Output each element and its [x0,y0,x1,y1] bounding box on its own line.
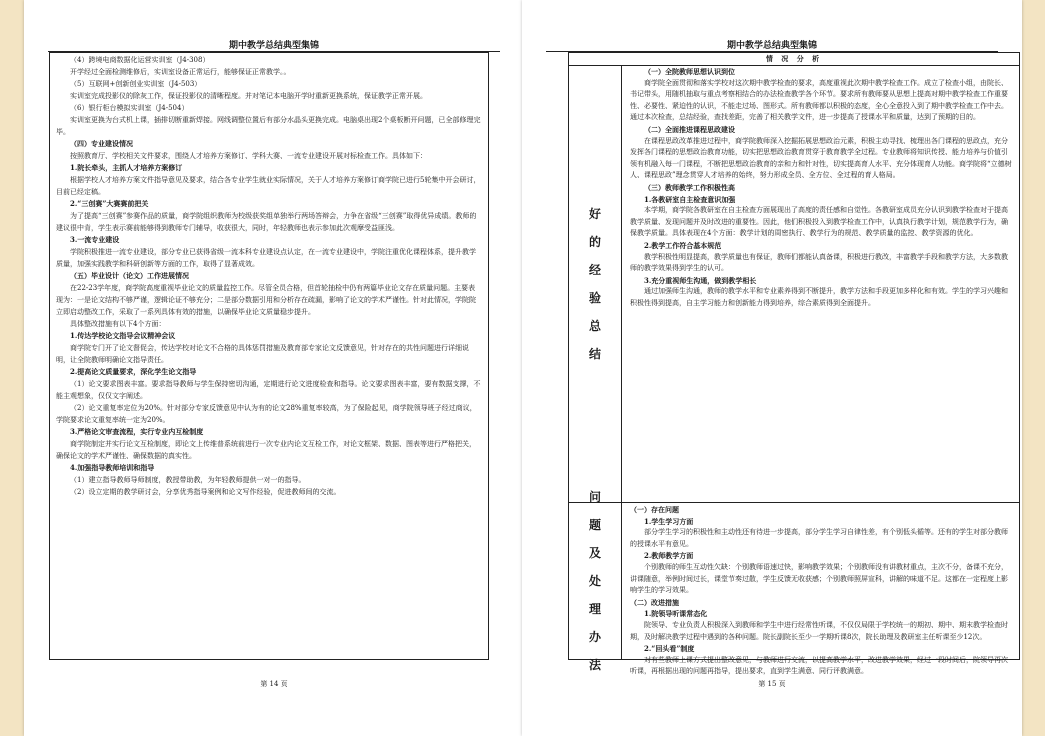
heading: （五）毕业设计（论文）工作进展情况 [70,271,189,280]
heading: （二）改进措施 [630,597,679,607]
section-label-char: 问 [588,490,601,504]
heading: （一）存在问题 [630,505,679,514]
paragraph: （5）互联网+创新创业实训室（J4-503） [70,80,202,88]
analysis-table [568,52,1020,676]
paragraph: 为了提高“三创赛”参赛作品的质量，商学院组织教师为校级获奖组单独举行两场答辩会，力争在省级“三创赛”取得优异成绩。教师的建议很中肯，学生表示赛前能够得到教师专门辅导，收获很大，同时，年轻教师也表示参加此次观摩受益匪浅。 [56,212,477,232]
section-label-char: 办 [588,630,601,644]
paragraph: 实训室更换为台式机上课，插排切断重新焊接。网线调整位置后有部分水晶头更换完成。电脑桌出现2个桌板断开问题，已全部修理完毕。 [56,116,481,136]
section-label-char: 处 [588,574,601,588]
paragraph: 实训室完成投影仪的除灰工作，保证投影仪的清晰程度。并对笔记本电脑开学时重新更换系统，保证教学正常开展。 [70,92,427,100]
heading: 2.“回头看”制度 [644,644,695,654]
table-header: 情 况 分 析 [569,53,1019,66]
heading: 2.教师教学方面 [644,551,694,561]
paragraph: 商学院全面贯彻和落实学校对这次期中教学检查的要求，高度重视此次期中教学检查工作。成立了检查小组，由院长、书记带头，用随机抽取与重点考察相结合的办法检查教学各个环节。要求所有教师要从思想上提高对期中教学检查工作重要性、必要性、紧迫性的认识，不能走过场、图形式。所有教师都以积极的态度，全心全意投入到了期中教学检查工作中去。通过本次检查，总结经验，查找差距，完善了相关教学文件，进一步提高了授课水平和质量，达到了预期的目的。 [630,78,1008,122]
page-footer: 第 15 页 [758,680,786,688]
heading: 4.加强指导教师培训和指导 [70,463,155,472]
paragraph: 在22-23学年度，商学院高度重视毕业论文的质量监控工作。尽管全员合格，但首轮抽检中仍有两篇毕业论文存在质量问题。主要表现为：一是论文结构不够严谨，逻辑论证不够充分；二是部分数据引用和分析存在疏漏，影响了论文的学术严谨性。针对此情况，学院院立即启动整改工作，采取了一系列具体有效的措施，以确保毕业论文质量稳步提升。 [56,284,476,316]
section-label-char: 验 [588,290,601,305]
heading: 3.严格论文审查流程，实行专业内互检制度 [70,427,204,436]
section-label [569,65,622,502]
paragraph: 个别教师的师生互动性欠缺：个别教师语速过快，影响教学效果；个别教师没有讲教材重点，主次不分，备课不充分，讲课随意，举例时间过长，课堂节奏过散，学生反馈无收获感；个别教师照屏宣科，讲解的味道不足。这都在一定程度上影响学生的学习效果。 [630,562,1008,595]
heading: 3.一流专业建设 [70,235,120,244]
paragraph: 院领导、专业负责人积极深入到教师和学生中进行经常性听课，不仅仅局限于学校统一的期初、期中、期末教学检查时期，及时解决教学过程中遇到的各种问题。院长副院长至少一学期听课8次，院长助理及教研室主任听课至少12次。 [630,620,1008,641]
heading: 1.各教研室自主检查意识加强 [644,194,736,204]
section-problems-solutions [569,490,1019,676]
heading: （四）专业建设情况 [70,139,133,148]
section-label-char: 法 [588,658,601,672]
paragraph: 具体整改措施有以下4个方面： [70,320,166,328]
section-label-char: 及 [588,546,601,560]
page-header: 期中教学总结典型集锦 [228,41,319,51]
heading: 3.充分重视师生沟通，做到教学相长 [644,275,757,285]
paragraph: （1）论文要求图表丰富。要求指导教师与学生保持密切沟通，定期进行论文进度检查和指导。论文要求图表丰富，要有数据支撑，不能主观想象，仅仅文字阐述。 [56,380,481,400]
heading: （二）全面推进课程思政建设 [644,124,735,134]
paragraph: 教学积极性明显提高，教学质量也有保证，教师们都能认真备课，积极进行教改，丰富教学手段和教学方法，大多数教师的教学效果得到学生的认可。 [630,252,1008,273]
paragraph: 在课程思政改革推进过程中，商学院教师深入挖掘拓展思想政治元素，积极主动寻找、梳理出各门课程的思政点，充分发挥各门课程的思想政治教育功能，切实把思想政治教育贯穿于教育教学全过程。专业教师将知识传授、能力培养与价值引领有机融入每一门课程，不断把思想政治教育的亲和力和针对性，切实提高育人水平、充分体现育人功能。商学院将“立德树人、课程思政”理念贯穿人才培养的始终，努力形成全员、全方位、全过程的育人格局。 [630,136,1012,180]
section-label-char: 题 [588,518,601,532]
heading: 2.提高论文质量要求，深化学生论文指导 [70,367,197,376]
section-body [622,503,1019,676]
paragraph: 商学院专门开了论文督促会，传达学校对论文不合格的具体惩罚措施及教育部专家论文反馈意见，针对存在的共性问题进行详细说明，让全院教师明确论文指导责任。 [56,344,469,364]
section-label-char: 好 [588,206,601,221]
section-good-experience [569,65,1019,503]
paragraph: 通过加强师生沟通，教师的教学水平和专业素养得到不断提升，教学方法和手段更加多样化和有效。学生的学习兴趣和积极性得到提高，自主学习能力和创新能力得到培养，综合素质得到全面提升。 [630,287,1008,307]
section-label-char: 总 [588,318,601,333]
page-header: 期中教学总结典型集锦 [726,41,817,51]
paragraph: 商学院制定并实行论文互检制度，即论文上传维普系统前进行一次专业内论文互检工作，对论文框架、数据、图表等进行严格把关，确保论文的学术严谨性、确保数据的真实性。 [56,440,476,460]
paragraph: （2）设立定期的教学研讨会，分享优秀指导案例和论文写作经验，促进教师间的交流。 [70,488,341,496]
paragraph: 根据学校人才培养方案文件指导意见及要求，结合各专业学生就业实际情况，关于人才培养方案修订商学院已进行5轮集中开会研讨，目前已经定稿。 [56,176,481,196]
paragraph: 学院积极推进一流专业建设，部分专业已获得省级一流本科专业建设点认定，在一流专业建设中，学院注重优化课程体系，提升教学质量，加强实践教学和科研创新等方面的工作，取得了显著成效。 [56,248,476,268]
heading: 1.传达学校论文指导会议精神会议 [70,331,176,340]
heading: 2.“三创赛”大赛赛前把关 [70,199,149,208]
page-14 [24,0,524,736]
paragraph: 对有些教师上课方式提出整改意见，与教师进行交流，以提高教学水平，改进教学效果，经过一段时间后，院领导再次听课，再根据出现的问题再指导，提出要求，直到学生满意、同行评教满意。 [630,655,1008,676]
section-label-char: 的 [588,234,601,249]
paragraph: （2）论文重复率定位为20%。针对部分专家反馈意见中认为有的论文28%重复率较高，为了保险起见，商学院领导班子经过商议，学院要求论文重复率统一定为20%。 [56,404,477,424]
section-body [622,65,1019,502]
paragraph: 本学期，商学院各教研室在自主检查方面展现出了高度的责任感和自觉性。各教研室成员充分认识到教学检查对于提高教学质量、发现问题并及时改进的重要性。因此，他们积极投入到教学检查工作中，认真执行教学计划，规范教学行为，确保教学质量。具体表现在4个方面：教学计划的周密执行、教学行为的规范、教学质量的监控、教学资源的优化。 [630,206,1008,238]
page-footer: 第 14 页 [260,680,288,688]
heading: 2.教学工作符合基本规范 [644,240,722,250]
paragraph: 部分学生学习的积极性和主动性还有待进一步提高，部分学生学习自律性差，有个别低头循等。还有的学生对部分教师的授课水平有意见。 [630,528,1008,548]
section-label-char: 结 [588,346,601,361]
heading: 1.院长牵头，主抓人才培养方案修订 [70,163,183,172]
heading: 1.院领导听课常态化 [644,609,708,619]
paragraph: （6）银行柜台模拟实训室（J4-504） [70,104,189,112]
page-15 [522,0,1022,736]
page-14-content [49,52,489,660]
heading: 1.学生学习方面 [644,516,694,526]
paragraph: 按照教育厅、学校相关文件要求，围绕人才培养方案修订、学科大赛、一流专业建设开展对标检查工作。具体如下： [70,152,427,160]
section-label-char: 理 [588,602,601,616]
paragraph: （1）建立指导教师导师制度，教授带助教，为年轻教师提供一对一的指导。 [70,476,306,484]
paragraph: 开学经过全面检测维修后，实训室设备正常运行，能够保证正常教学。。 [70,68,291,76]
section-label [569,490,622,672]
heading: （三）教师教学工作积极性高 [644,182,735,192]
paragraph: （4）跨境电商数据化运营实训室（J4-308） [70,56,210,64]
heading: （一）全院教师思想认识到位 [644,67,735,76]
section-label-char: 经 [588,262,601,277]
